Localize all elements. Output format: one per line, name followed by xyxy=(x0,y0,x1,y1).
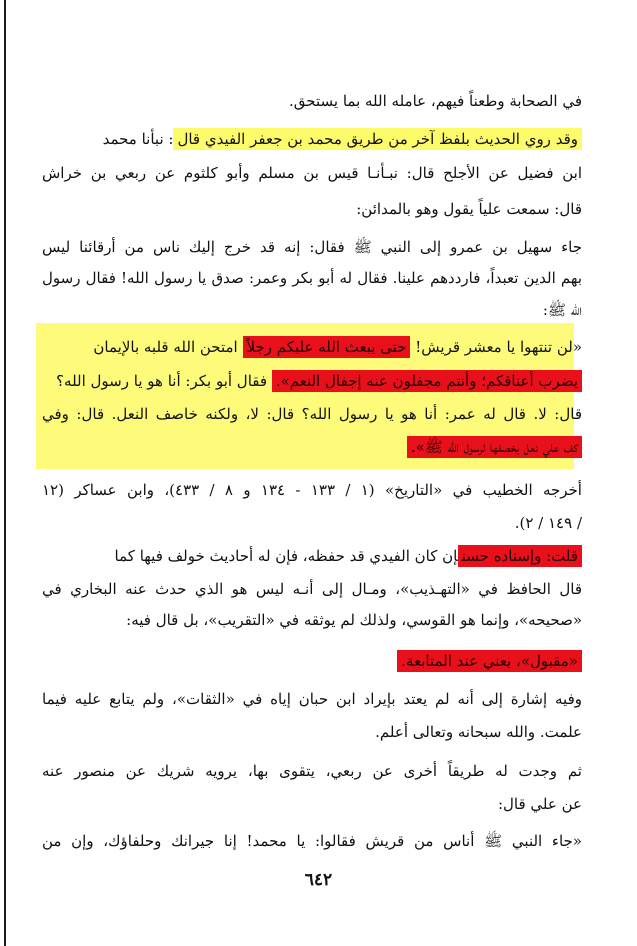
text-line-13: / ١٤٩ / ٢). xyxy=(514,514,582,532)
text-line-22: «جاء النبي ﷺ أناس من قريش فقالوا: يا محمد! إنا جيرانك وحلفاؤك، وإن من xyxy=(42,832,582,850)
highlight-red-5: «مقبول»، يعني عند المتابعة. xyxy=(397,650,582,672)
text-line-14 xyxy=(42,543,582,569)
text-line-21: عن علي قال: xyxy=(497,795,582,813)
page-number: ٦٤٢ xyxy=(304,870,333,890)
text-line-2 xyxy=(42,126,582,152)
text-line-12: أخرجه الخطيب في «التاريخ» (١ / ١٣٣ - ١٣٤ و ٨ / ٤٣٣)، وابن عساكر (١٢ xyxy=(42,481,582,499)
text-line-15: قال الحافظ في «التهـذيب»، ومـال إلى أنـه ليس هو الذي حدث عنه البخاري في xyxy=(42,580,582,598)
highlight-red-2: يضرب أعناقكم؛ وأنتم مجفلون عنه إجفال النعم». xyxy=(272,370,582,392)
text-line-18: وفيه إشارة إلى أنه لم يعتد بإيراد ابن حبان إياه في «الثقات»، ولم يتابع عليه فيما xyxy=(42,690,582,708)
text-line-8 xyxy=(42,334,582,360)
abu-bakr-question: فقال أبو بكر: أنا هو يا رسول الله؟ xyxy=(56,372,268,390)
highlight-red-4: قلت: وإسناده حسن xyxy=(458,545,582,567)
text-line-1: في الصحابة وطعناً فيهم، عامله الله بما يستحق. xyxy=(289,92,582,110)
page-edge-border xyxy=(4,0,6,946)
text-line-20: ثم وجدت له طريقاً أخرى عن ربعي، يتقوى بها، يرويه شريك عن منصور عنه xyxy=(42,762,582,780)
text-line-10: قال: لا. قال له عمر: أنا هو يا رسول الله؟ قال: لا، ولكنه خاصف النعل. قال: وفي xyxy=(42,405,582,423)
text-line-14-tail: إن كان الفيدي قد حفظه، فإن له أحاديث خولف فيها كما xyxy=(114,547,458,565)
hadith-phrase-faith: امتحن الله قلبه بالإيمان xyxy=(93,338,238,356)
text-line-16: «صحيحه»، وإنما هو القوسي، ولذلك لم يوثقه في «التقريب»، بل قال فيه: xyxy=(126,611,582,629)
text-line-4: قال: سمعت علياً يقول وهو بالمدائن: xyxy=(356,200,582,218)
highlight-yellow-chain: وقد روي الحديث بلفظ آخر من طريق محمد بن جعفر الفيدي قال xyxy=(173,128,582,150)
text-line-19: علمت. والله سبحانه وتعالى أعلم. xyxy=(375,723,582,741)
text-line-2-tail: : نبأنا محمد xyxy=(102,130,174,148)
text-line-5: جاء سهيل بن عمرو إلى النبي ﷺ فقال: إنه قد خرج إليك ناس من أرقائنا ليس xyxy=(42,238,582,256)
highlight-red-3: كف علي نعل يخصفها لرسول الله ﷺ». xyxy=(407,436,582,458)
text-line-6: بهم الدين تعبداً، فارددهم علينا. فقال له أبو بكر وعمر: صدق يا رسول الله! فقال رسول xyxy=(42,269,582,287)
text-line-11 xyxy=(42,434,582,460)
text-line-7: الله ﷺ: xyxy=(542,301,582,319)
text-line-3: ابن فضيل عن الأجلح قال: نبـأنـا قيس بن مسلم وأبو كلثوم عن ربعي بن خراش xyxy=(42,164,582,182)
hadith-open: «لن تنتهوا يا معشر قريش! xyxy=(415,338,582,356)
text-line-17 xyxy=(42,648,582,674)
text-line-9 xyxy=(42,368,582,394)
highlight-red-1: حتى يبعث الله عليكم رجلاً xyxy=(243,336,411,358)
